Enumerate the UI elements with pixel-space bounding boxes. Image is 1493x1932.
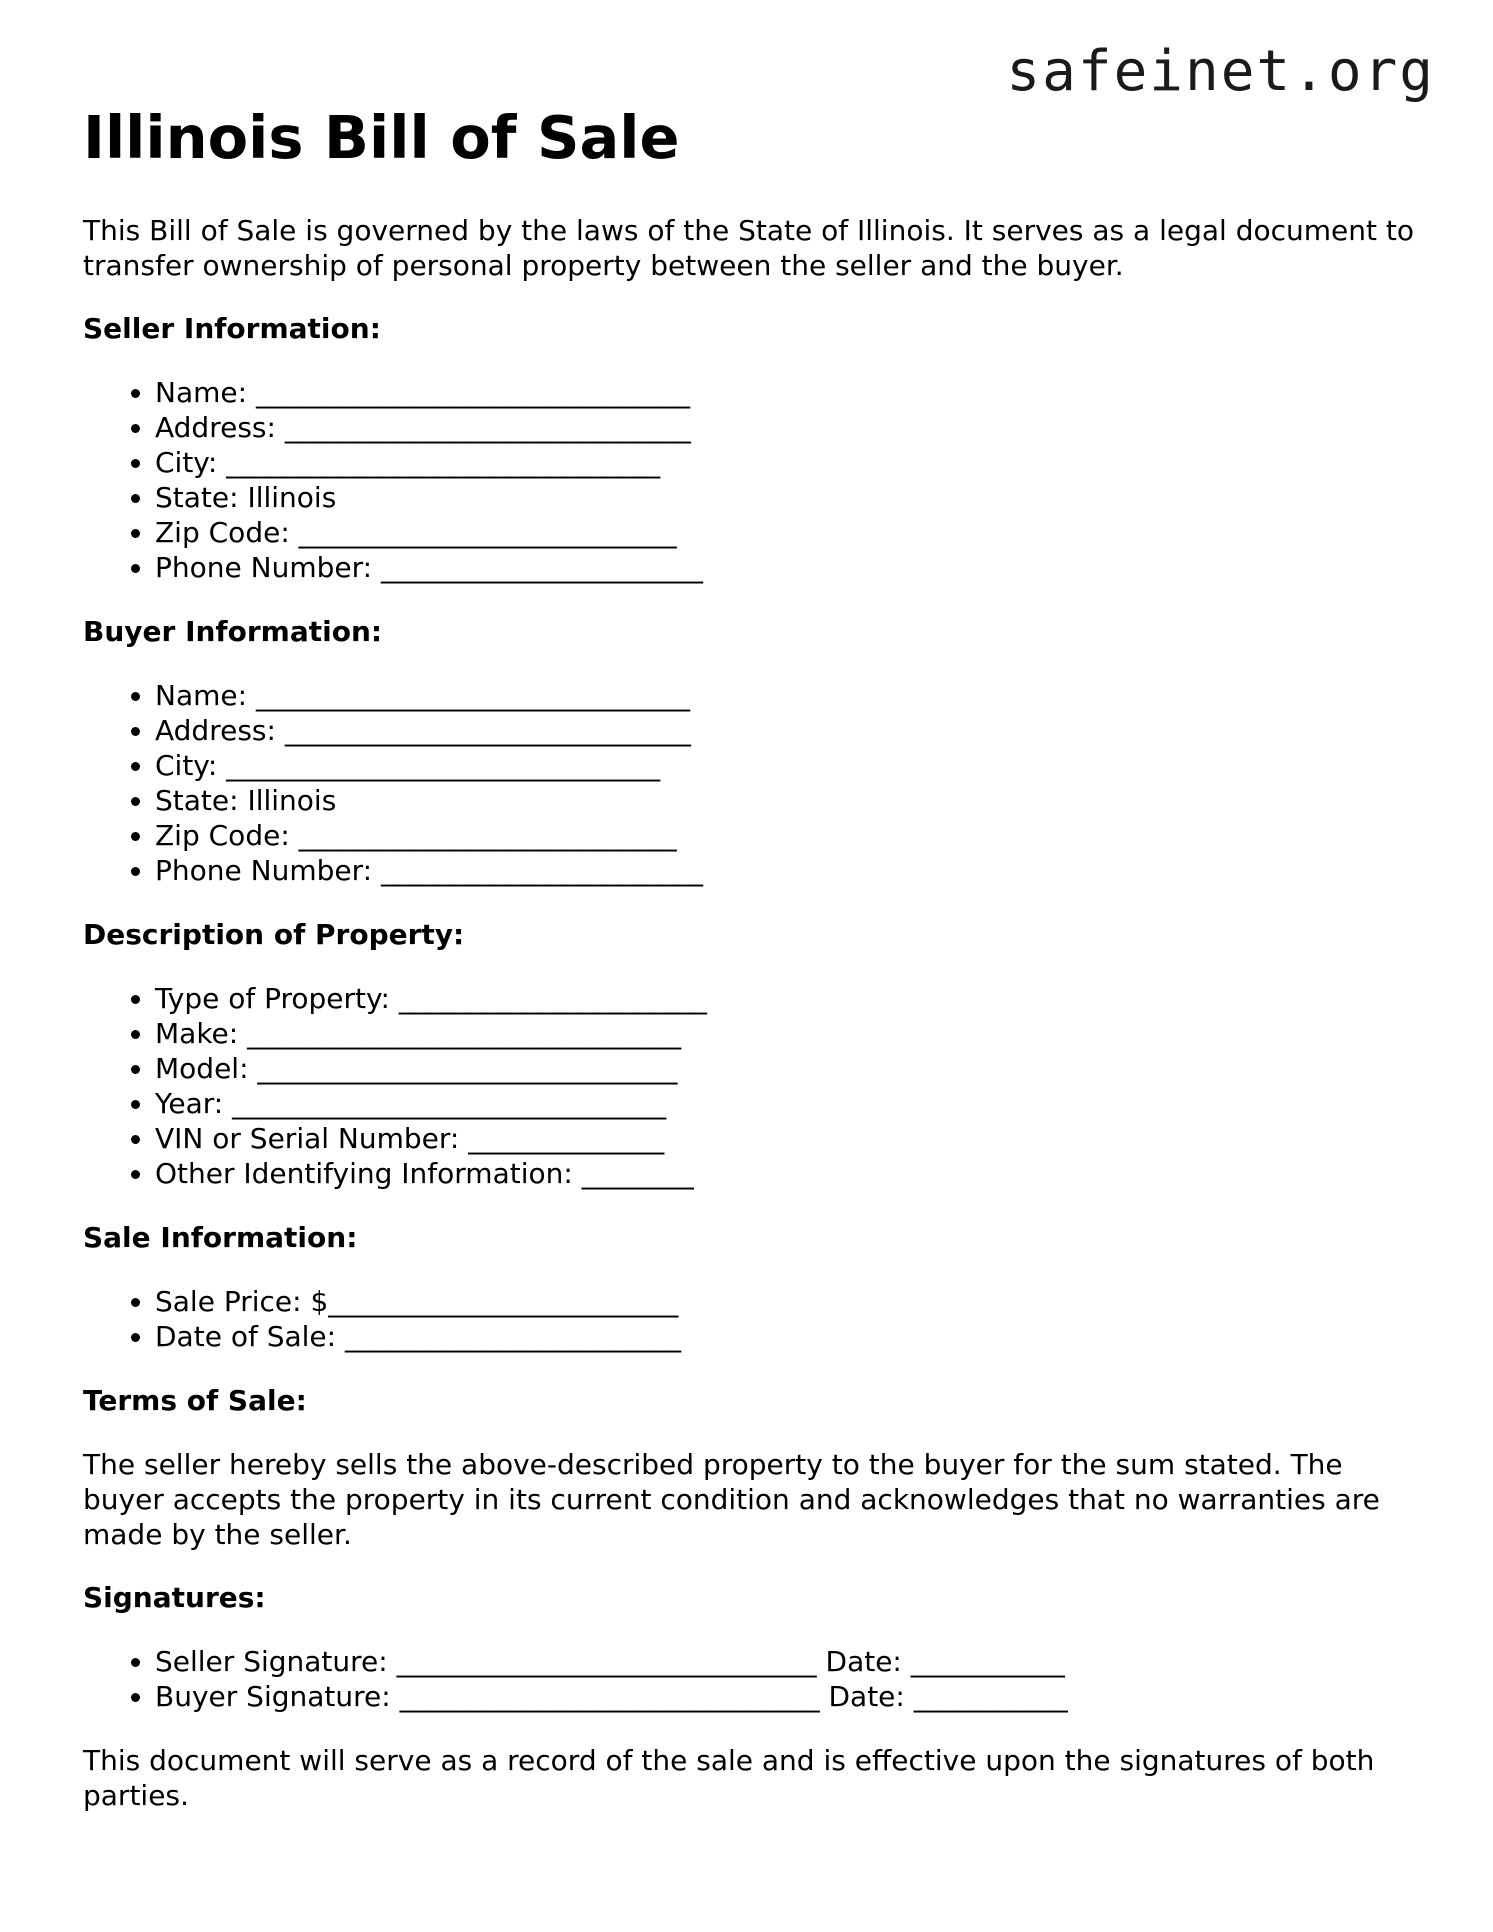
buyer-name-field: • Name: _______________________________: [155, 678, 1423, 713]
terms-heading: Terms of Sale:: [83, 1383, 307, 1417]
buyer-address-field: • Address: _____________________________: [155, 713, 1423, 748]
seller-state-field: • State: Illinois: [155, 480, 1423, 515]
seller-address-field: • Address: _____________________________: [155, 410, 1423, 445]
seller-name-field: • Name: _______________________________: [155, 375, 1423, 410]
signatures-heading: Signatures:: [83, 1580, 266, 1614]
terms-paragraph: The seller hereby sells the above-described property to the buyer for the sum stated. The buyer accepts the property in its current condition and acknowledges that no warranties are made by the seller.: [83, 1447, 1380, 1551]
property-make-field: • Make: _______________________________: [155, 1016, 1423, 1051]
property-list: [83, 981, 1423, 1191]
sale-price-field: • Sale Price: $_________________________: [155, 1284, 1423, 1319]
buyer-phone-field: • Phone Number: _______________________: [155, 853, 1423, 888]
watermark-text: safeinet.org: [1006, 39, 1435, 104]
sale-date-field: • Date of Sale: ________________________: [155, 1319, 1423, 1354]
property-other-field: • Other Identifying Information: ________: [155, 1156, 1423, 1191]
property-model-field: • Model: ______________________________: [155, 1051, 1423, 1086]
buyer-list: [83, 678, 1423, 888]
closing-paragraph: This document will serve as a record of the sale and is effective upon the signatures of both parties.: [83, 1743, 1375, 1812]
seller-list: [83, 375, 1423, 585]
buyer-zip-field: • Zip Code: ___________________________: [155, 818, 1423, 853]
signatures-list: [83, 1644, 1423, 1714]
sale-heading: Sale Information:: [83, 1220, 358, 1254]
buyer-heading: Buyer Information:: [83, 614, 383, 648]
buyer-state-field: • State: Illinois: [155, 783, 1423, 818]
property-type-field: • Type of Property: ______________________: [155, 981, 1423, 1016]
seller-phone-field: • Phone Number: _______________________: [155, 550, 1423, 585]
property-vin-field: • VIN or Serial Number: ______________: [155, 1121, 1423, 1156]
buyer-city-field: • City: _______________________________: [155, 748, 1423, 783]
page-title: Illinois Bill of Sale: [83, 103, 680, 172]
seller-signature-field: • Seller Signature: ______________________________ Date: ___________: [155, 1644, 1423, 1679]
sale-list: [83, 1284, 1423, 1354]
seller-heading: Seller Information:: [83, 311, 381, 345]
document-page: [83, 103, 1423, 1813]
buyer-signature-field: • Buyer Signature: ______________________________ Date: ___________: [155, 1679, 1423, 1714]
seller-city-field: • City: _______________________________: [155, 445, 1423, 480]
property-heading: Description of Property:: [83, 917, 465, 951]
intro-paragraph: This Bill of Sale is governed by the laws of the State of Illinois. It serves as a legal document to transfer ownership of personal property between the seller and the buyer.: [83, 213, 1414, 282]
property-year-field: • Year: _______________________________: [155, 1086, 1423, 1121]
seller-zip-field: • Zip Code: ___________________________: [155, 515, 1423, 550]
